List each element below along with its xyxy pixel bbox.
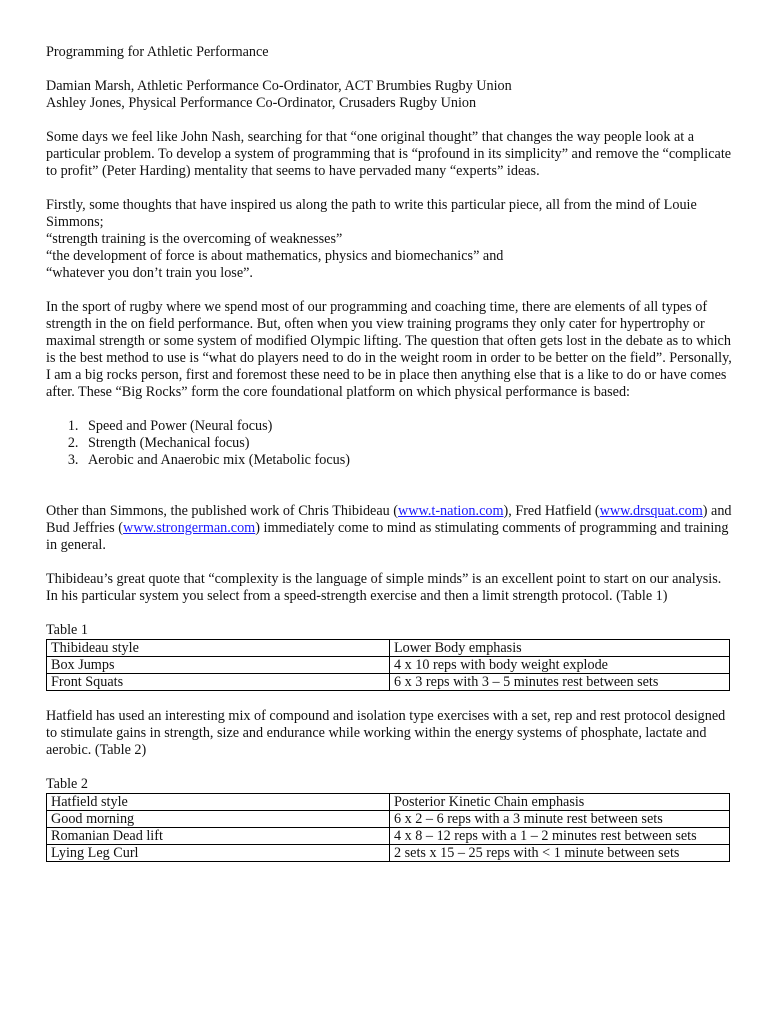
quote-line: “the development of force is about mathematics, physics and biomechanics” and	[46, 248, 504, 264]
table-cell: Romanian Dead lift	[47, 828, 390, 845]
list-item: 3. Aerobic and Anaerobic mix (Metabolic focus)	[82, 452, 736, 469]
table-row	[47, 674, 730, 691]
table-cell: 6 x 3 reps with 3 – 5 minutes rest between sets	[390, 674, 730, 691]
table-row	[47, 845, 730, 862]
author-line: Damian Marsh, Athletic Performance Co-Ordinator, ACT Brumbies Rugby Union	[46, 78, 512, 94]
table-cell: Front Squats	[47, 674, 390, 691]
big-rocks-list	[46, 418, 736, 469]
table-2	[46, 793, 730, 862]
table-caption: Table 2	[46, 776, 88, 792]
table-cell: 6 x 2 – 6 reps with a 3 minute rest between sets	[390, 811, 730, 828]
list-item: 2. Strength (Mechanical focus)	[82, 435, 736, 452]
table-row	[47, 828, 730, 845]
table-row	[47, 640, 730, 657]
paragraph: Hatfield has used an interesting mix of compound and isolation type exercises with a set, rep and rest protocol designed to stimulate gains in strength, size and endurance while working within the energy systems of phosphate, lactate and aerobic. (Table 2)	[46, 708, 726, 758]
table-cell: Lying Leg Curl	[47, 845, 390, 862]
paragraph: In the sport of rugby where we spend most of our programming and coaching time, there are elements of all types of strength in the on field performance. But, often when you view training programs they only cater for hypertrophy or maximal strength or some system of modified Olympic lifting. The question that often gets lost in the debate as to which is the best method to use is “what do players need to do in the weight room in order to be better on the field”. Personally, I am a big rocks person, first and foremost these need to be in place then anything else that is a like to do or have comes after. These “Big Rocks” form the core foundational platform on which physical performance is based:	[46, 299, 732, 400]
text-run: ), Fred Hatfield (	[503, 503, 600, 519]
paragraph: Some days we feel like John Nash, searching for that “one original thought” that changes the way people look at a particular problem. To develop a system of programming that is “profound in its simplicity” and remove the “complicate to profit” (Peter Harding) mentality that seems to have pervaded many “experts” ideas.	[46, 129, 732, 179]
link-t-nation[interactable]: www.t-nation.com	[398, 503, 504, 519]
paragraph	[46, 503, 736, 554]
author-line: Ashley Jones, Physical Performance Co-Ordinator, Crusaders Rugby Union	[46, 95, 477, 111]
list-item: 1. Speed and Power (Neural focus)	[82, 418, 736, 435]
table-cell: 2 sets x 15 – 25 reps with < 1 minute between sets	[390, 845, 730, 862]
table-cell: Hatfield style	[47, 794, 390, 811]
table-1	[46, 639, 730, 691]
paragraph: Thibideau’s great quote that “complexity is the language of simple minds” is an excellent point to start on our analysis. In his particular system you select from a speed-strength exercise and then a limit strength protocol. (Table 1)	[46, 571, 722, 604]
table-cell: Box Jumps	[47, 657, 390, 674]
link-drsquat[interactable]: www.drsquat.com	[599, 503, 703, 519]
table-cell: Lower Body emphasis	[390, 640, 730, 657]
table-cell: Posterior Kinetic Chain emphasis	[390, 794, 730, 811]
document-page	[46, 44, 736, 862]
table-row	[47, 811, 730, 828]
quote-line: “strength training is the overcoming of weaknesses”	[46, 231, 343, 247]
text-run: ) and Bud Jeffries (	[46, 503, 732, 536]
paragraph: Firstly, some thoughts that have inspired us along the path to write this particular piece, all from the mind of Louie Simmons;	[46, 197, 697, 230]
link-strongerman[interactable]: www.strongerman.com	[122, 520, 256, 536]
table-caption: Table 1	[46, 622, 88, 638]
quote-line: “whatever you don’t train you lose”.	[46, 265, 253, 281]
table-cell: Good morning	[47, 811, 390, 828]
text-run: Other than Simmons, the published work of Chris Thibideau (	[46, 503, 399, 519]
table-row	[47, 657, 730, 674]
text-run: ) immediately come to mind as stimulating comments of programming and training in general.	[46, 520, 729, 553]
table-row	[47, 794, 730, 811]
table-cell: 4 x 8 – 12 reps with a 1 – 2 minutes rest between sets	[390, 828, 730, 845]
table-cell: Thibideau style	[47, 640, 390, 657]
document-title: Programming for Athletic Performance	[46, 44, 269, 60]
table-cell: 4 x 10 reps with body weight explode	[390, 657, 730, 674]
